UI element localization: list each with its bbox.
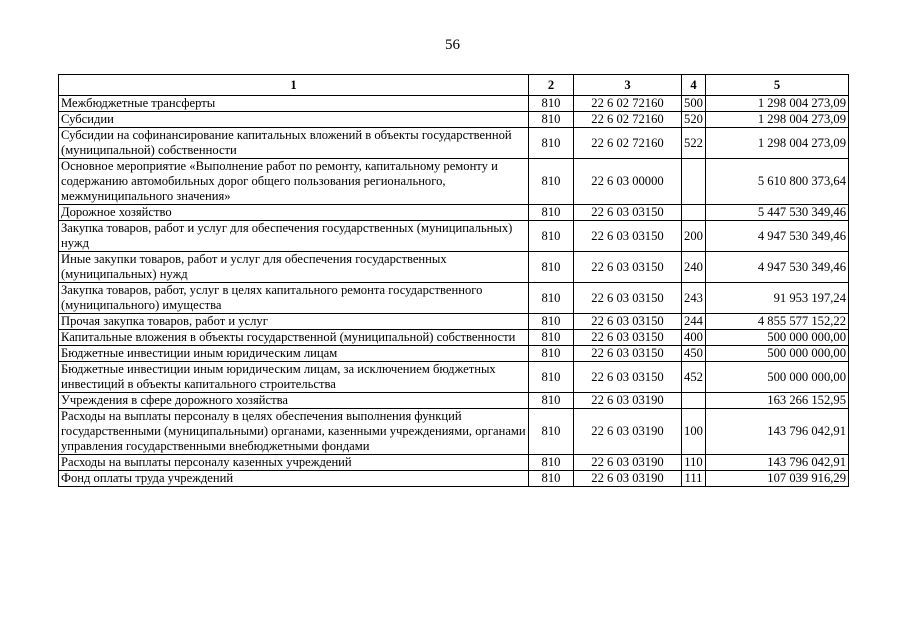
row-name-cell: Расходы на выплаты персоналу казенных учреждений [59, 455, 529, 471]
row-name-cell: Закупка товаров, работ и услуг для обеспечения государственных (муниципальных) нужд [59, 221, 529, 252]
row-expense-type-cell: 450 [682, 346, 706, 362]
row-code-cell: 810 [529, 283, 574, 314]
row-amount-cell: 143 796 042,91 [706, 455, 849, 471]
row-name-cell: Бюджетные инвестиции иным юридическим лицам [59, 346, 529, 362]
row-name-cell: Фонд оплаты труда учреждений [59, 471, 529, 487]
row-expense-type-cell: 111 [682, 471, 706, 487]
row-code-cell: 810 [529, 471, 574, 487]
row-name-cell: Расходы на выплаты персоналу в целях обеспечения выполнения функций государственными (муниципальными) органами, казенными учреждениями, органами управления государственными внебюджетными фондами [59, 409, 529, 455]
row-amount-cell: 163 266 152,95 [706, 393, 849, 409]
table-row [59, 159, 849, 205]
row-target-article-cell: 22 6 03 00000 [574, 159, 682, 205]
row-name-cell: Субсидии [59, 112, 529, 128]
row-target-article-cell: 22 6 03 03150 [574, 252, 682, 283]
row-expense-type-cell: 240 [682, 252, 706, 283]
row-expense-type-cell: 100 [682, 409, 706, 455]
row-code-cell: 810 [529, 409, 574, 455]
page-number: 56 [445, 37, 460, 53]
row-expense-type-cell: 500 [682, 96, 706, 112]
row-expense-type-cell [682, 393, 706, 409]
row-name-cell: Основное мероприятие «Выполнение работ по ремонту, капитальному ремонту и содержанию автомобильных дорог общего пользования регионального, межмуниципального значения» [59, 159, 529, 205]
table-row [59, 362, 849, 393]
row-target-article-cell: 22 6 02 72160 [574, 112, 682, 128]
row-target-article-cell: 22 6 03 03150 [574, 314, 682, 330]
table-row [59, 112, 849, 128]
table-row [59, 393, 849, 409]
table-body [59, 96, 849, 487]
table-row [59, 314, 849, 330]
row-amount-cell: 500 000 000,00 [706, 346, 849, 362]
row-code-cell: 810 [529, 393, 574, 409]
row-code-cell: 810 [529, 346, 574, 362]
row-expense-type-cell [682, 205, 706, 221]
row-expense-type-cell: 522 [682, 128, 706, 159]
row-target-article-cell: 22 6 03 03150 [574, 362, 682, 393]
row-target-article-cell: 22 6 03 03150 [574, 283, 682, 314]
table-header-row [59, 75, 849, 96]
row-amount-cell: 500 000 000,00 [706, 330, 849, 346]
table-row [59, 205, 849, 221]
row-target-article-cell: 22 6 03 03150 [574, 330, 682, 346]
row-code-cell: 810 [529, 96, 574, 112]
row-code-cell: 810 [529, 362, 574, 393]
row-expense-type-cell: 400 [682, 330, 706, 346]
table-row [59, 409, 849, 455]
column-header: 5 [706, 75, 849, 96]
row-expense-type-cell: 200 [682, 221, 706, 252]
row-code-cell: 810 [529, 314, 574, 330]
row-target-article-cell: 22 6 03 03190 [574, 409, 682, 455]
row-amount-cell: 4 947 530 349,46 [706, 221, 849, 252]
row-expense-type-cell: 452 [682, 362, 706, 393]
row-target-article-cell: 22 6 02 72160 [574, 96, 682, 112]
row-target-article-cell: 22 6 02 72160 [574, 128, 682, 159]
table-row [59, 252, 849, 283]
row-code-cell: 810 [529, 159, 574, 205]
row-expense-type-cell: 243 [682, 283, 706, 314]
row-name-cell: Бюджетные инвестиции иным юридическим лицам, за исключением бюджетных инвестиций в объекты капитального строительства [59, 362, 529, 393]
column-header: 2 [529, 75, 574, 96]
column-header: 4 [682, 75, 706, 96]
row-code-cell: 810 [529, 112, 574, 128]
row-name-cell: Прочая закупка товаров, работ и услуг [59, 314, 529, 330]
row-expense-type-cell [682, 159, 706, 205]
table-row [59, 96, 849, 112]
row-expense-type-cell: 244 [682, 314, 706, 330]
row-code-cell: 810 [529, 221, 574, 252]
table-row [59, 455, 849, 471]
row-amount-cell: 4 947 530 349,46 [706, 252, 849, 283]
row-amount-cell: 91 953 197,24 [706, 283, 849, 314]
row-name-cell: Межбюджетные трансферты [59, 96, 529, 112]
row-target-article-cell: 22 6 03 03190 [574, 455, 682, 471]
row-code-cell: 810 [529, 128, 574, 159]
row-target-article-cell: 22 6 03 03190 [574, 471, 682, 487]
row-target-article-cell: 22 6 03 03150 [574, 221, 682, 252]
budget-table [58, 74, 849, 487]
table-row [59, 330, 849, 346]
column-header: 1 [59, 75, 529, 96]
table-row [59, 128, 849, 159]
row-name-cell: Капитальные вложения в объекты государственной (муниципальной) собственности [59, 330, 529, 346]
row-code-cell: 810 [529, 330, 574, 346]
row-amount-cell: 1 298 004 273,09 [706, 96, 849, 112]
row-target-article-cell: 22 6 03 03150 [574, 205, 682, 221]
table-row [59, 471, 849, 487]
row-amount-cell: 5 447 530 349,46 [706, 205, 849, 221]
row-amount-cell: 4 855 577 152,22 [706, 314, 849, 330]
row-amount-cell: 5 610 800 373,64 [706, 159, 849, 205]
row-name-cell: Дорожное хозяйство [59, 205, 529, 221]
row-name-cell: Субсидии на софинансирование капитальных вложений в объекты государственной (муниципальной) собственности [59, 128, 529, 159]
row-target-article-cell: 22 6 03 03150 [574, 346, 682, 362]
row-amount-cell: 500 000 000,00 [706, 362, 849, 393]
table-row [59, 346, 849, 362]
table-row [59, 283, 849, 314]
row-amount-cell: 107 039 916,29 [706, 471, 849, 487]
row-expense-type-cell: 520 [682, 112, 706, 128]
row-amount-cell: 1 298 004 273,09 [706, 112, 849, 128]
row-code-cell: 810 [529, 205, 574, 221]
row-target-article-cell: 22 6 03 03190 [574, 393, 682, 409]
row-amount-cell: 143 796 042,91 [706, 409, 849, 455]
table-row [59, 221, 849, 252]
row-amount-cell: 1 298 004 273,09 [706, 128, 849, 159]
row-code-cell: 810 [529, 252, 574, 283]
column-header: 3 [574, 75, 682, 96]
row-code-cell: 810 [529, 455, 574, 471]
row-name-cell: Иные закупки товаров, работ и услуг для обеспечения государственных (муниципальных) нужд [59, 252, 529, 283]
row-expense-type-cell: 110 [682, 455, 706, 471]
row-name-cell: Учреждения в сфере дорожного хозяйства [59, 393, 529, 409]
row-name-cell: Закупка товаров, работ, услуг в целях капитального ремонта государственного (муниципального) имущества [59, 283, 529, 314]
